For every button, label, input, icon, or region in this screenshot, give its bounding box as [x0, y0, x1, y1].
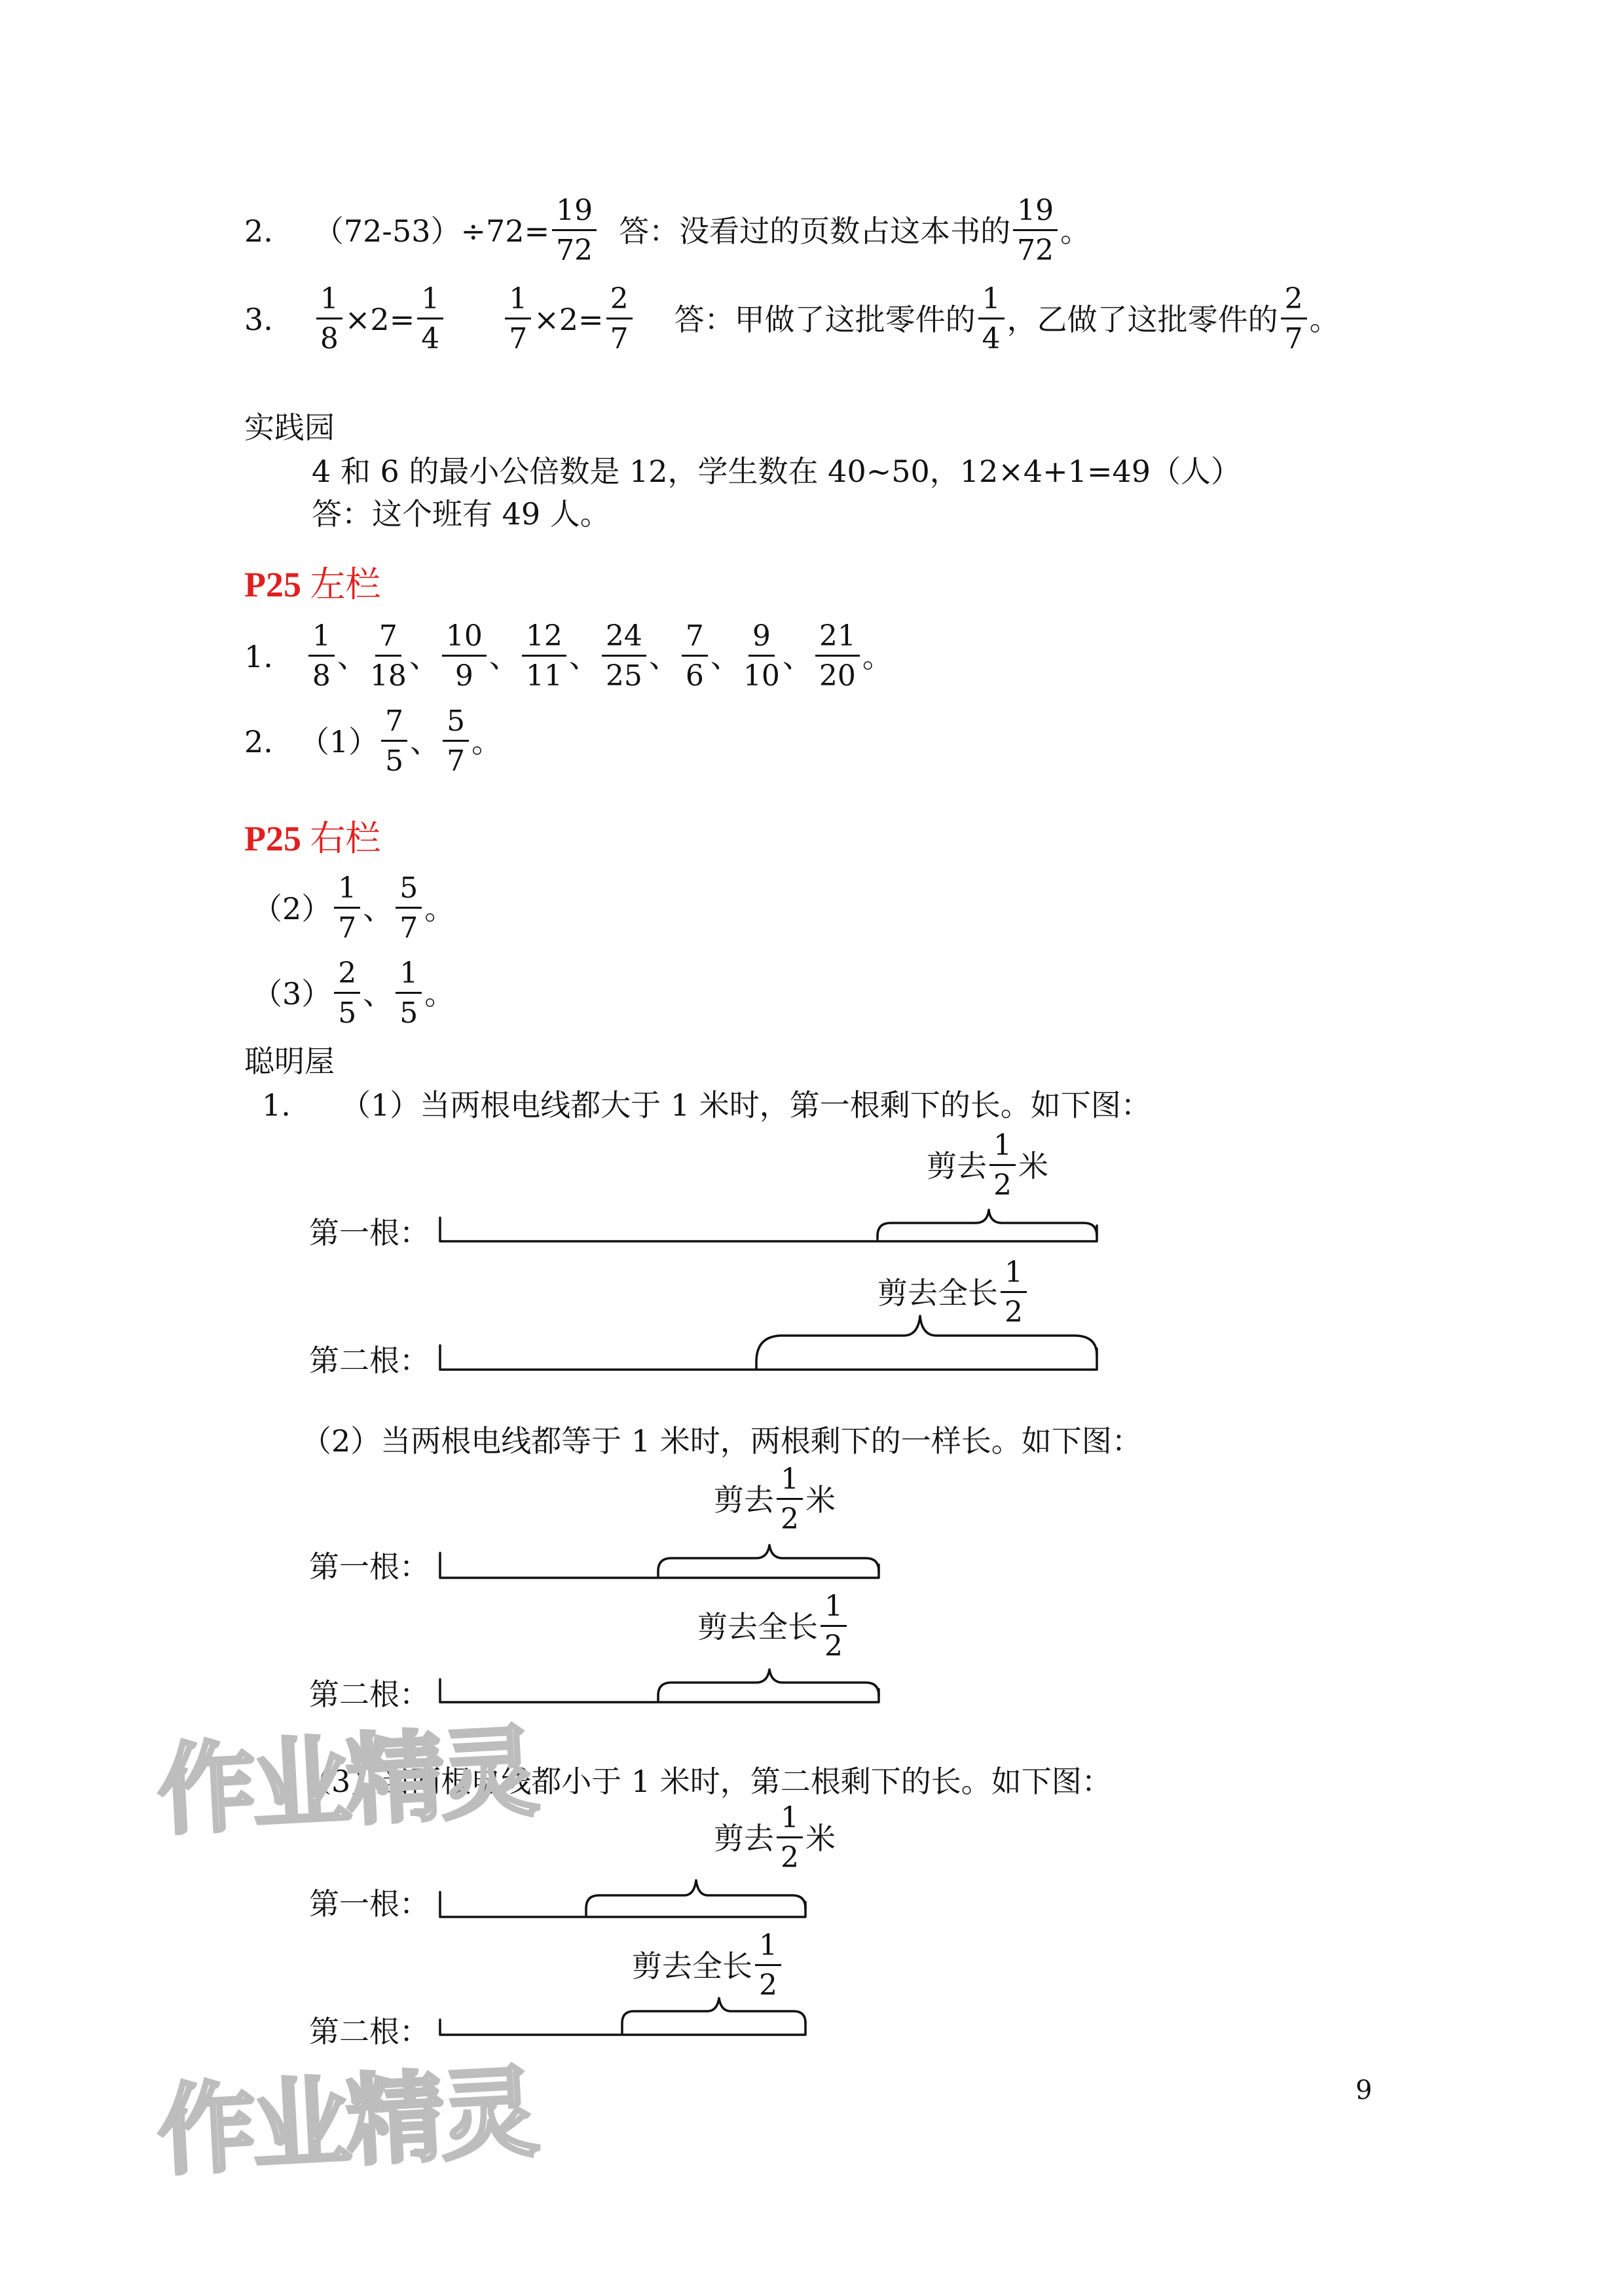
q3-fraction-2: $\frac{1}{4}$ [417, 285, 443, 354]
case-3-text: （3）当两根电线都小于 1 米时，第二根剩下的长。如下图： [301, 1764, 1112, 1799]
left-q1-fraction: $\frac{21}{20}$ [815, 622, 860, 691]
separator: 、 [363, 890, 394, 926]
meter-unit: 米 [805, 1820, 836, 1856]
right-item-3-label: （3） [252, 975, 332, 1011]
heading-p25-left-label: 左栏 [310, 564, 381, 605]
separator: 、 [410, 723, 441, 759]
right-item-2-fraction-2: $\frac{5}{7}$ [396, 874, 422, 943]
q2-fraction-1: $\frac{19}{72}$ [552, 196, 597, 265]
separator: 、 [710, 638, 741, 674]
cut-label: 剪去全长 [697, 1609, 818, 1645]
case-1-second-label: 第二根： [309, 1343, 430, 1378]
half-fraction: $\frac{1}{2}$ [1001, 1258, 1027, 1327]
q3-fraction-6: $\frac{2}{7}$ [1281, 285, 1307, 354]
left-q2-number: 2. [244, 723, 273, 759]
heading-p25-right-code: P25 [244, 819, 301, 858]
left-q1-fraction: $\frac{12}{11}$ [522, 622, 566, 691]
right-item-3-end: 。 [424, 975, 455, 1011]
case-1-first-wire [440, 1218, 1097, 1241]
half-fraction: $\frac{1}{2}$ [777, 1465, 803, 1534]
right-item-3-fraction-2: $\frac{1}{5}$ [396, 959, 422, 1028]
right-item-2-label: （2） [252, 890, 332, 926]
q3-end: 。 [1309, 301, 1340, 337]
case-2-text: （2）当两根电线都等于 1 米时，两根剩下的一样长。如下图： [301, 1423, 1142, 1459]
heading-p25-right-label: 右栏 [310, 818, 381, 859]
case-2-second-brace [658, 1669, 879, 1701]
right-item-3-fraction-1: $\frac{2}{5}$ [334, 959, 360, 1028]
case-1-second-wire [440, 1345, 1097, 1370]
separator: 、 [363, 975, 394, 1011]
q3-fraction-5: $\frac{1}{4}$ [978, 285, 1005, 354]
q3-answer-2: ，乙做了这批零件的 [1006, 301, 1278, 337]
smart-title: 聪明屋 [244, 1044, 335, 1079]
case-2-first-label: 第一根： [309, 1549, 430, 1584]
practice-line-2: 答：这个班有 49 人。 [312, 496, 610, 532]
q3-op-2: ×2= [534, 301, 604, 337]
q2-expression: （72-53）÷72= [313, 213, 550, 249]
practice-title: 实践园 [244, 410, 335, 445]
case-1-first-brace [877, 1210, 1097, 1239]
left-q1-fraction: $\frac{7}{6}$ [682, 622, 708, 691]
case-3-first-brace [586, 1880, 805, 1916]
left-q1-fraction: $\frac{9}{10}$ [743, 619, 780, 693]
case-2-first-brace [658, 1545, 879, 1576]
practice-line-1: 4 和 6 的最小公倍数是 12，学生数在 40~50，12×4+1=49（人） [312, 454, 1242, 489]
left-q2-fraction-1: $\frac{7}{5}$ [381, 707, 407, 776]
left-q1-end: 。 [862, 638, 893, 674]
case-1-text: （1）当两根电线都大于 1 米时，第一根剩下的长。如下图： [341, 1087, 1151, 1123]
case-1-second-brace [756, 1316, 1097, 1368]
cut-label: 剪去 [714, 1820, 774, 1856]
q3-fraction-4: $\frac{2}{7}$ [606, 285, 633, 354]
half-fraction: $\frac{1}{2}$ [755, 1931, 781, 2000]
q3-op-1: ×2= [344, 301, 415, 337]
separator: 、 [489, 638, 519, 674]
case-1-first-label: 第一根： [309, 1215, 430, 1250]
separator: 、 [337, 638, 367, 674]
page-number: 9 [1356, 2075, 1373, 2105]
cut-label: 剪去 [714, 1482, 774, 1518]
q2-fraction-2: $\frac{19}{72}$ [1013, 196, 1058, 265]
q3-answer-1: 答：甲做了这批零件的 [674, 301, 976, 337]
cut-label: 剪去全长 [877, 1275, 998, 1311]
left-q1-number: 1. [244, 638, 273, 674]
right-item-2-fraction-1: $\frac{1}{7}$ [334, 874, 360, 943]
q2-answer: 答：没看过的页数占这本书的 [619, 213, 1011, 249]
separator: 、 [648, 638, 679, 674]
right-item-2-end: 。 [424, 890, 455, 926]
separator: 、 [409, 638, 439, 674]
watermark-1: 作业精灵 [155, 1715, 538, 1849]
q2-end: 。 [1060, 213, 1091, 249]
meter-unit: 米 [1018, 1148, 1048, 1184]
separator: 、 [568, 638, 599, 674]
left-q1-fraction: $\frac{10}{9}$ [442, 622, 487, 691]
smart-q1-number: 1. [262, 1087, 291, 1123]
half-fraction: $\frac{1}{2}$ [777, 1804, 803, 1872]
q3-fraction-1: $\frac{1}{8}$ [316, 285, 342, 354]
left-q2-label: （1） [299, 723, 379, 759]
left-q1-fraction: $\frac{7}{18}$ [369, 619, 407, 693]
cut-label: 剪去全长 [632, 1948, 752, 1984]
case-3-second-label: 第二根： [309, 2014, 430, 2049]
left-q2-end: 。 [471, 723, 502, 759]
left-q2-fraction-2: $\frac{5}{7}$ [443, 707, 469, 776]
case-3-first-label: 第一根： [309, 1886, 430, 1922]
half-fraction: $\frac{1}{2}$ [821, 1592, 847, 1661]
meter-unit: 米 [805, 1482, 836, 1518]
separator: 、 [782, 638, 813, 674]
q2-number: 2. [244, 213, 273, 249]
left-q1-fraction: $\frac{24}{25}$ [602, 622, 646, 691]
q3-number: 3. [244, 301, 273, 337]
left-q1-fraction: $\frac{1}{8}$ [308, 622, 335, 691]
heading-p25-left-code: P25 [244, 565, 301, 604]
watermark-2: 作业精灵 [155, 2056, 538, 2189]
case-3-second-brace [622, 1998, 805, 2033]
q3-fraction-3: $\frac{1}{7}$ [505, 285, 531, 354]
half-fraction: $\frac{1}{2}$ [989, 1131, 1016, 1200]
cut-label: 剪去 [927, 1148, 987, 1184]
case-2-second-label: 第二根： [309, 1677, 430, 1712]
